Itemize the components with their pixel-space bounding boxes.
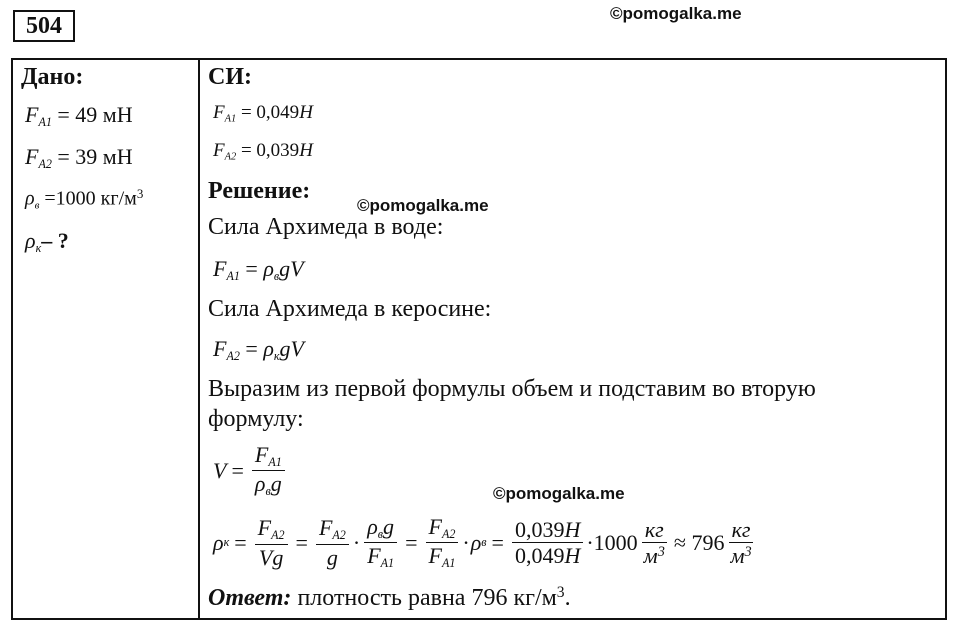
given-fa2-value: = 39 мН [57, 144, 133, 169]
si-fa2: $F_{A2} = 0,039H$ [213, 140, 313, 163]
problem-number: 504 [13, 10, 75, 42]
si-fa1-value: = 0,049 [240, 102, 300, 123]
watermark-middle: ©pomogalka.me [357, 196, 489, 215]
si-fa2-unit: H [299, 140, 313, 161]
formula-kerosene: $F_{A2} = \rho_кgV$ [213, 336, 304, 364]
density-factor: ·1000 [586, 529, 638, 555]
answer-line [208, 584, 571, 612]
unit-numerator-1: кг [642, 517, 667, 543]
given-rho-v-exp: 3 [136, 186, 144, 201]
express-text-1: Выразим из первой формулы объем и подставим во вторую [208, 376, 816, 402]
solution-heading: Решение: [208, 178, 311, 204]
density-result: ≈ 796 [673, 529, 725, 555]
given-unknown: $\rho_к-$ ? [25, 228, 69, 256]
si-fa1: $F_{A1} = 0,049H$ [213, 102, 313, 125]
answer-end: . [564, 584, 571, 611]
volume-fraction: $\frac{F_{A1}}{\rho_вg}$ [252, 442, 285, 499]
given-heading: Дано: [21, 64, 84, 90]
answer-text: плотность равна 796 кг/м [297, 584, 557, 611]
column-divider [198, 60, 200, 618]
given-unknown-suffix: – ? [41, 228, 69, 253]
unit-exp-2: 3 [744, 544, 752, 560]
answer-label: Ответ: [208, 584, 292, 611]
density-num-value: 0,039 [514, 516, 565, 542]
unit-denominator-1: м [643, 543, 658, 569]
unit-exp-1: 3 [657, 544, 665, 560]
density-den-value: 0,049 [514, 543, 565, 569]
unit-numerator-2: кг [729, 517, 754, 543]
given-rho-v: $\rho_в =1000$ $кг/м^3$ [25, 186, 144, 212]
answer-exp: 3 [556, 584, 565, 601]
solution-table [11, 58, 947, 620]
given-fa1-value: = 49 мН [57, 102, 133, 127]
formula-water: $F_{A1} = \rho_вgV$ [213, 256, 304, 284]
given-fa2: $F_{A2} = 39$ мН [25, 144, 133, 172]
si-fa2-value: = 0,039 [240, 140, 300, 161]
watermark-bottom: ©pomogalka.me [493, 484, 625, 503]
given-fa1: $F_{A1} = 49$ мН [25, 102, 133, 130]
formula-volume: V = $\frac{F_{A1}}{\rho_вg}$ [213, 442, 288, 499]
kerosene-text: Сила Архимеда в керосине: [208, 296, 492, 322]
given-rho-v-value: =1000 кг/м [44, 187, 137, 210]
express-text-2: формулу: [208, 406, 304, 432]
formula-density: ρ к = $\frac{F_{A2}}{Vg}$ = $\frac{F_{A2}}{g}$ · $\frac{\rho_вg}{F_{A1}}$ = $\frac{F_{A2}}{F_{A1}}$ · ρ в = $\frac{0,039H}{0,049H}$ ·1000 $\frac{кг}{м^3}$ ≈ 796 $\frac{кг}{м^3}$ [213, 514, 752, 571]
unit-denominator-2: м [730, 543, 745, 569]
si-fa1-unit: H [299, 102, 313, 123]
water-text: Сила Архимеда в воде: [208, 214, 444, 240]
watermark-top: ©pomogalka.me [610, 4, 742, 23]
si-heading: СИ: [208, 64, 252, 90]
